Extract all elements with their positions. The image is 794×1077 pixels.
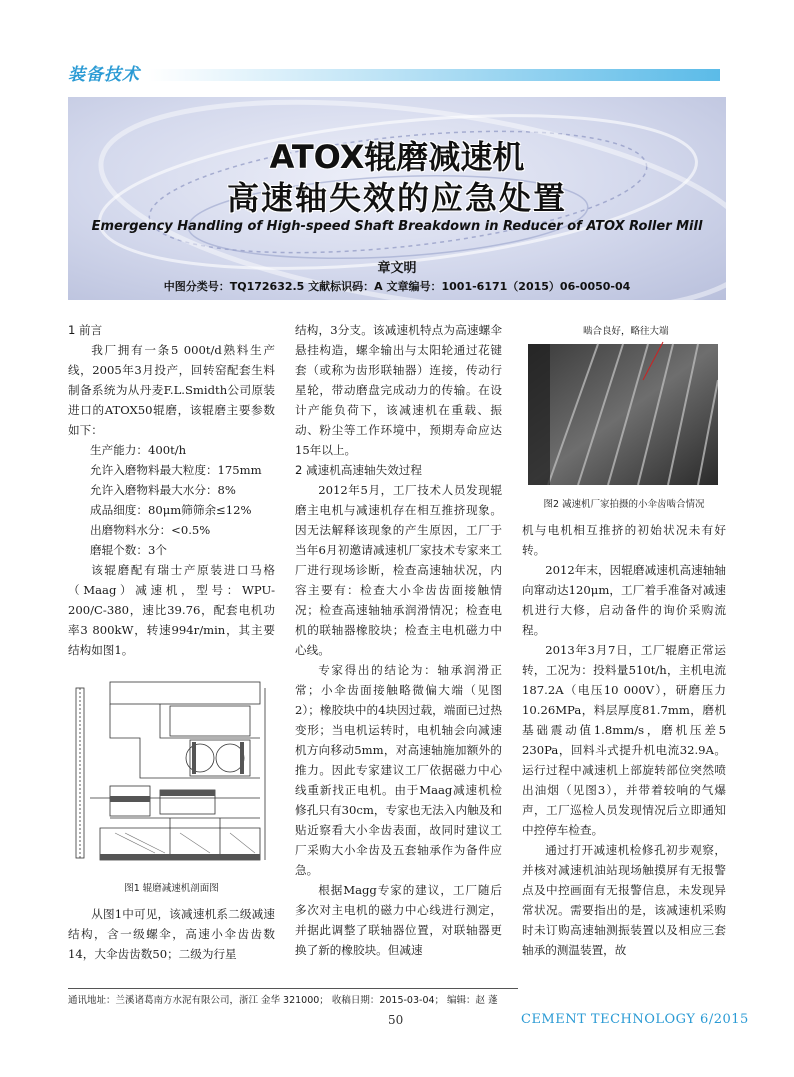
- column-3: [522, 520, 726, 960]
- footer-divider: [68, 988, 518, 989]
- title-line-2: 高速轴失效的应急处置: [226, 179, 567, 217]
- journal-name: CEMENT TECHNOLOGY 6/2015: [521, 1012, 749, 1027]
- title-line-1: ATOX辊磨减速机: [269, 138, 525, 176]
- classification-line: 中图分类号：TQ172632.5 文献标识码：A 文章编号：1001-6171（2015）06-0050-04: [163, 280, 631, 293]
- section-heading-2: 2 减速机高速轴失效过程: [295, 463, 422, 477]
- param-item: 成品细度：80μm筛筛余≤12%: [90, 503, 252, 517]
- figure-2-annotation: 啮合良好，略往大端: [583, 326, 669, 337]
- figure-1-section-drawing: [70, 678, 278, 868]
- figure-2-gear-photo: [528, 320, 718, 485]
- section-tag: 装备技术: [68, 65, 140, 85]
- paragraph-conclusion: 专家得出的结论为：轴承润滑正常；小伞齿面接触略微偏大端（见图2）；橡胶块中的4块因过载，端面已过热变形；当电机运转时，电机轴会向减速机方向移动5mm，对高速轴施加额外的推力。因此专家建议工厂依据磁力中心线重新找正电机。由于Maag减速机检修孔只有30cm，专家也无法入内触及和贴近察看大小伞齿表面，故同时建议工厂采购大小伞齿及五套轴承作为备件应急。: [295, 663, 502, 877]
- column-1-continued: [68, 904, 275, 964]
- param-item: 出磨物料水分：<0.5%: [90, 523, 211, 537]
- param-item: 允许入磨物料最大水分：8%: [90, 483, 236, 497]
- page-number: 50: [388, 1013, 404, 1027]
- paragraph-adjustment: 根据Magg专家的建议，工厂随后多次对主电机的磁力中心线进行测定，并据此调整了联轴器位置，对联轴器更换了新的橡胶块。但减速: [295, 883, 502, 957]
- paragraph-continuation: 机与电机相互推挤的初始状况未有好转。: [522, 523, 726, 557]
- paragraph-structure: 结构，3分支。该减速机特点为高速螺伞悬挂构造，螺伞输出与太阳轮通过花键套（或称为齿形联轴器）连接，传动行星轮，带动磨盘完成动力的传输。在设计产能负荷下，该减速机在重载、振动、粉尘等工作环境中，预期寿命应达15年以上。: [295, 323, 502, 457]
- section-heading-1: 1 前言: [68, 323, 103, 337]
- figure-2-caption: 图2 减速机厂家拍摄的小伞齿啮合情况: [543, 499, 705, 510]
- paragraph-discovery: 2012年5月，工厂技术人员发现辊磨主电机与减速机存在相互推挤现象。因无法解释该现象的产生原因，工厂于当年6月初邀请减速机厂家技术专家来工厂进行现场诊断，检查高速轴状况，内容主要有：检查大小伞齿齿面接触情况；检查高速轴轴承润滑情况；检查电机的联轴器橡胶块；检查主电机磁力中心线。: [295, 483, 502, 657]
- paragraph-overhaul-plan: 2012年末，因辊磨减速机高速轴轴向窜动达120μm，工厂着手准备对减速机进行大修，启动备件的询价采购流程。: [522, 563, 726, 637]
- english-title: Emergency Handling of High-speed Shaft Breakdown in Reducer of ATOX Roller Mill: [91, 219, 703, 234]
- paragraph-incident: 2013年3月7日，工厂辊磨正常运转，工况为：投料量510t/h，主机电流187.2A（电压10 000V），研磨压力10.26MPa，料层厚度81.7mm，磨机基础震动值1.8mm/s，磨机压差5 230Pa，回料斗式提升机电流32.9A。运行过程中减速机上部旋转部位突然喷出油烟（见图3），并带着较响的气爆声，工厂巡检人员发现情况后立即通知中控停车检查。: [522, 643, 726, 837]
- author: 章文明: [377, 261, 417, 276]
- paragraph-reducer: 该辊磨配有瑞士产原装进口马格（Maag）减速机，型号：WPU-200/C-380，速比39.76，配套电机功率3 800kW，转速994r/min，其主要结构如图1。: [68, 563, 275, 657]
- param-item: 允许入磨物料最大粒度：175mm: [90, 463, 262, 477]
- title-banner: [68, 97, 726, 300]
- paragraph-inspection: 通过打开减速机检修孔初步观察，并核对减速机油站现场触摸屏有无报警点及中控画面有无报警信息，未发现异常状况。需要指出的是，该减速机采购时未订购高速轴测振装置以及相应三套轴承的测温装置，故: [522, 843, 726, 957]
- header-band: [148, 69, 720, 81]
- param-item: 生产能力：400t/h: [90, 443, 187, 457]
- figure-1-caption: 图1 辊磨减速机剖面图: [124, 883, 219, 894]
- paragraph-intro: 我厂拥有一条5 000t/d熟料生产线，2005年3月投产，回转窑配套生料制备系统为从丹麦F.L.Smidth公司原装进口的ATOX50辊磨，该辊磨主要参数如下：: [68, 343, 275, 437]
- param-item: 磨辊个数：3个: [90, 543, 167, 557]
- paragraph-after-figure-1: 从图1中可见，该减速机系二级减速结构，含一级螺伞，高速小伞齿齿数14，大伞齿齿数50；二级为行星: [68, 907, 275, 961]
- column-1: [68, 320, 275, 660]
- footer-address: 通讯地址：兰溪诸葛南方水泥有限公司，浙江 金华 321000； 收稿日期：2015-03-04； 编辑：赵 蓬: [68, 995, 498, 1006]
- column-2: [295, 320, 502, 960]
